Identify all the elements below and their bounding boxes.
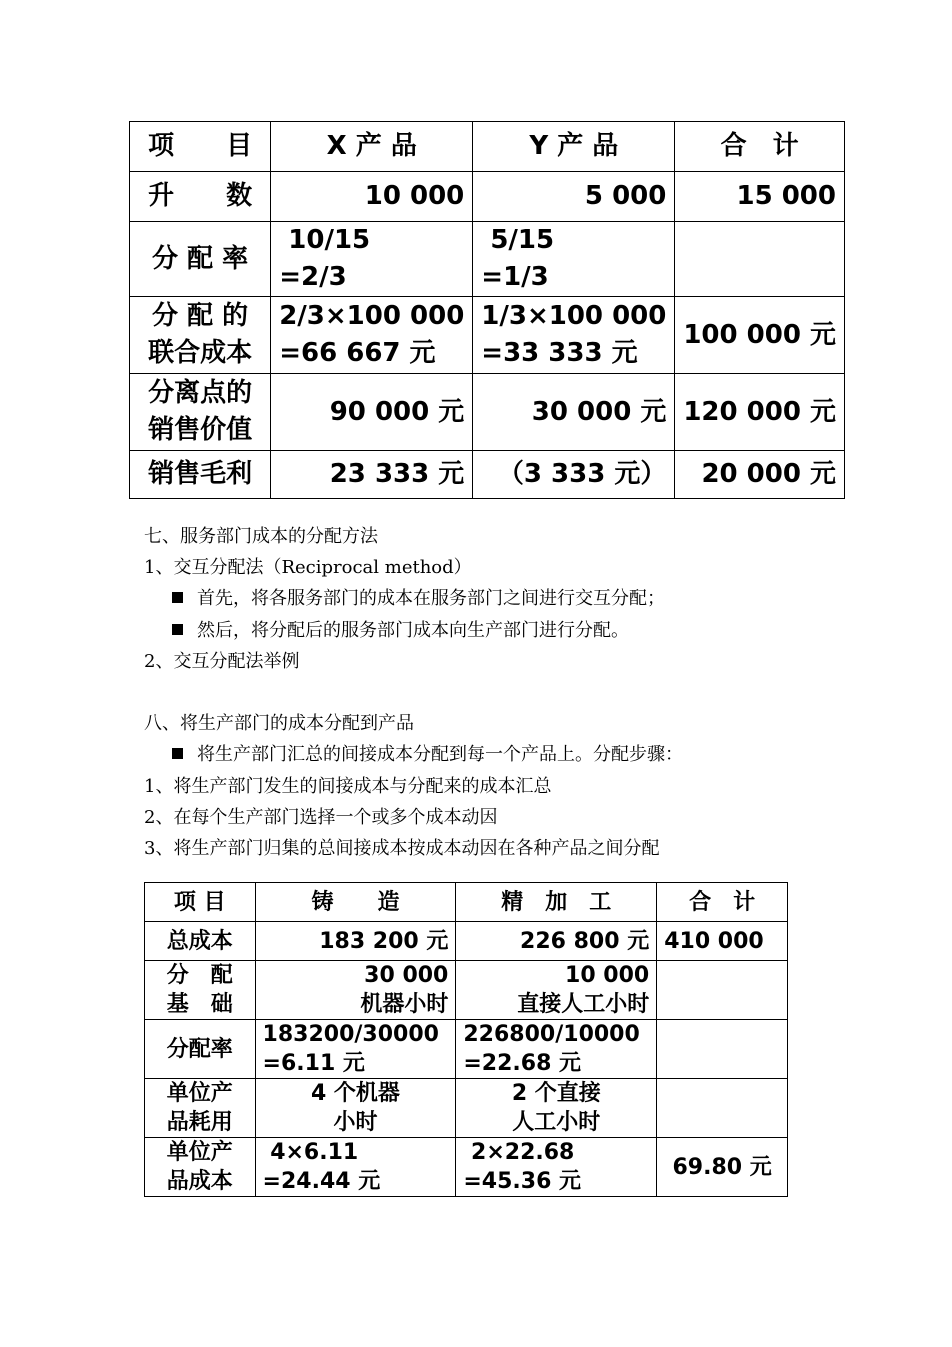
cell-total: 69.80 元 <box>657 1138 788 1197</box>
cell-y: 5 000 <box>473 172 675 222</box>
section-eight-step-2: 2、在每个生产部门选择一个或多个成本动因 <box>144 807 498 828</box>
cell-x: 2/3×100 000 =66 667 元 <box>271 297 473 374</box>
section-eight-bullet-1: 将生产部门汇总的间接成本分配到每一个产品上。分配步骤： <box>172 744 683 766</box>
cell-casting: 183 200 元 <box>255 922 456 961</box>
row-label: 单位产 品成本 <box>145 1138 256 1197</box>
row-label: 销售毛利 <box>130 451 271 499</box>
cell-total: 20 000 元 <box>675 451 845 499</box>
cell-total: 15 000 <box>675 172 845 222</box>
header-product-y: Y 产 品 <box>473 122 675 172</box>
table-row <box>130 374 845 451</box>
section-eight-title: 八、将生产部门的成本分配到产品 <box>144 713 414 734</box>
table-row <box>145 1138 788 1197</box>
cell-y: （3 333 元） <box>473 451 675 499</box>
section-seven-bullet-1: 首先，将各服务部门的成本在服务部门之间进行交互分配； <box>172 588 665 610</box>
cell-finishing: 2 个直接 人工小时 <box>456 1079 657 1138</box>
cell-total <box>657 961 788 1020</box>
section-seven-title: 七、服务部门成本的分配方法 <box>144 526 378 547</box>
section-seven-item-1: 1、交互分配法（Reciprocal method） <box>144 557 472 578</box>
table-header-row <box>145 883 788 922</box>
cell-total <box>657 1020 788 1079</box>
header-item: 项 目 <box>145 883 256 922</box>
cell-total: 410 000 <box>657 922 788 961</box>
row-label: 分 配 率 <box>130 222 271 297</box>
section-seven-item-2: 2、交互分配法举例 <box>144 651 300 672</box>
cell-y: 30 000 元 <box>473 374 675 451</box>
section-eight-step-1: 1、将生产部门发生的间接成本与分配来的成本汇总 <box>144 776 552 797</box>
square-bullet-icon <box>172 624 183 635</box>
header-total: 合 计 <box>675 122 845 172</box>
cell-finishing: 10 000 直接人工小时 <box>456 961 657 1020</box>
header-product-x: X 产 品 <box>271 122 473 172</box>
production-cost-allocation-table <box>144 882 788 1197</box>
row-label: 分 配 的 联合成本 <box>130 297 271 374</box>
cell-total: 120 000 元 <box>675 374 845 451</box>
joint-cost-allocation-table <box>129 121 845 499</box>
cell-x: 90 000 元 <box>271 374 473 451</box>
section-seven-bullet-2: 然后，将分配后的服务部门成本向生产部门进行分配。 <box>172 620 629 642</box>
cell-casting: 4 个机器 小时 <box>255 1079 456 1138</box>
row-label: 总成本 <box>145 922 256 961</box>
table-row <box>130 451 845 499</box>
row-label: 分配率 <box>145 1020 256 1079</box>
row-label: 分 配 基 础 <box>145 961 256 1020</box>
header-finishing: 精 加 工 <box>456 883 657 922</box>
table-row <box>130 172 845 222</box>
table-row <box>145 961 788 1020</box>
header-item: 项 目 <box>130 122 271 172</box>
header-total: 合 计 <box>657 883 788 922</box>
cell-total: 100 000 元 <box>675 297 845 374</box>
cell-casting: 4×6.11 =24.44 元 <box>255 1138 456 1197</box>
section-eight-step-3: 3、将生产部门归集的总间接成本按成本动因在各种产品之间分配 <box>144 838 660 859</box>
row-label: 升 数 <box>130 172 271 222</box>
cell-x: 10 000 <box>271 172 473 222</box>
square-bullet-icon <box>172 748 183 759</box>
cell-total <box>657 1079 788 1138</box>
table-header-row <box>130 122 845 172</box>
table-row <box>130 297 845 374</box>
table-row <box>145 922 788 961</box>
table-row <box>145 1020 788 1079</box>
cell-finishing: 226800/10000 =22.68 元 <box>456 1020 657 1079</box>
cell-finishing: 2×22.68 =45.36 元 <box>456 1138 657 1197</box>
header-casting: 铸 造 <box>255 883 456 922</box>
cell-x: 10/15 =2/3 <box>271 222 473 297</box>
square-bullet-icon <box>172 592 183 603</box>
table-row <box>130 222 845 297</box>
table-row <box>145 1079 788 1138</box>
cell-y: 5/15 =1/3 <box>473 222 675 297</box>
cell-finishing: 226 800 元 <box>456 922 657 961</box>
row-label: 单位产 品耗用 <box>145 1079 256 1138</box>
cell-total <box>675 222 845 297</box>
cell-casting: 30 000 机器小时 <box>255 961 456 1020</box>
cell-y: 1/3×100 000 =33 333 元 <box>473 297 675 374</box>
cell-casting: 183200/30000 =6.11 元 <box>255 1020 456 1079</box>
cell-x: 23 333 元 <box>271 451 473 499</box>
row-label: 分离点的 销售价值 <box>130 374 271 451</box>
